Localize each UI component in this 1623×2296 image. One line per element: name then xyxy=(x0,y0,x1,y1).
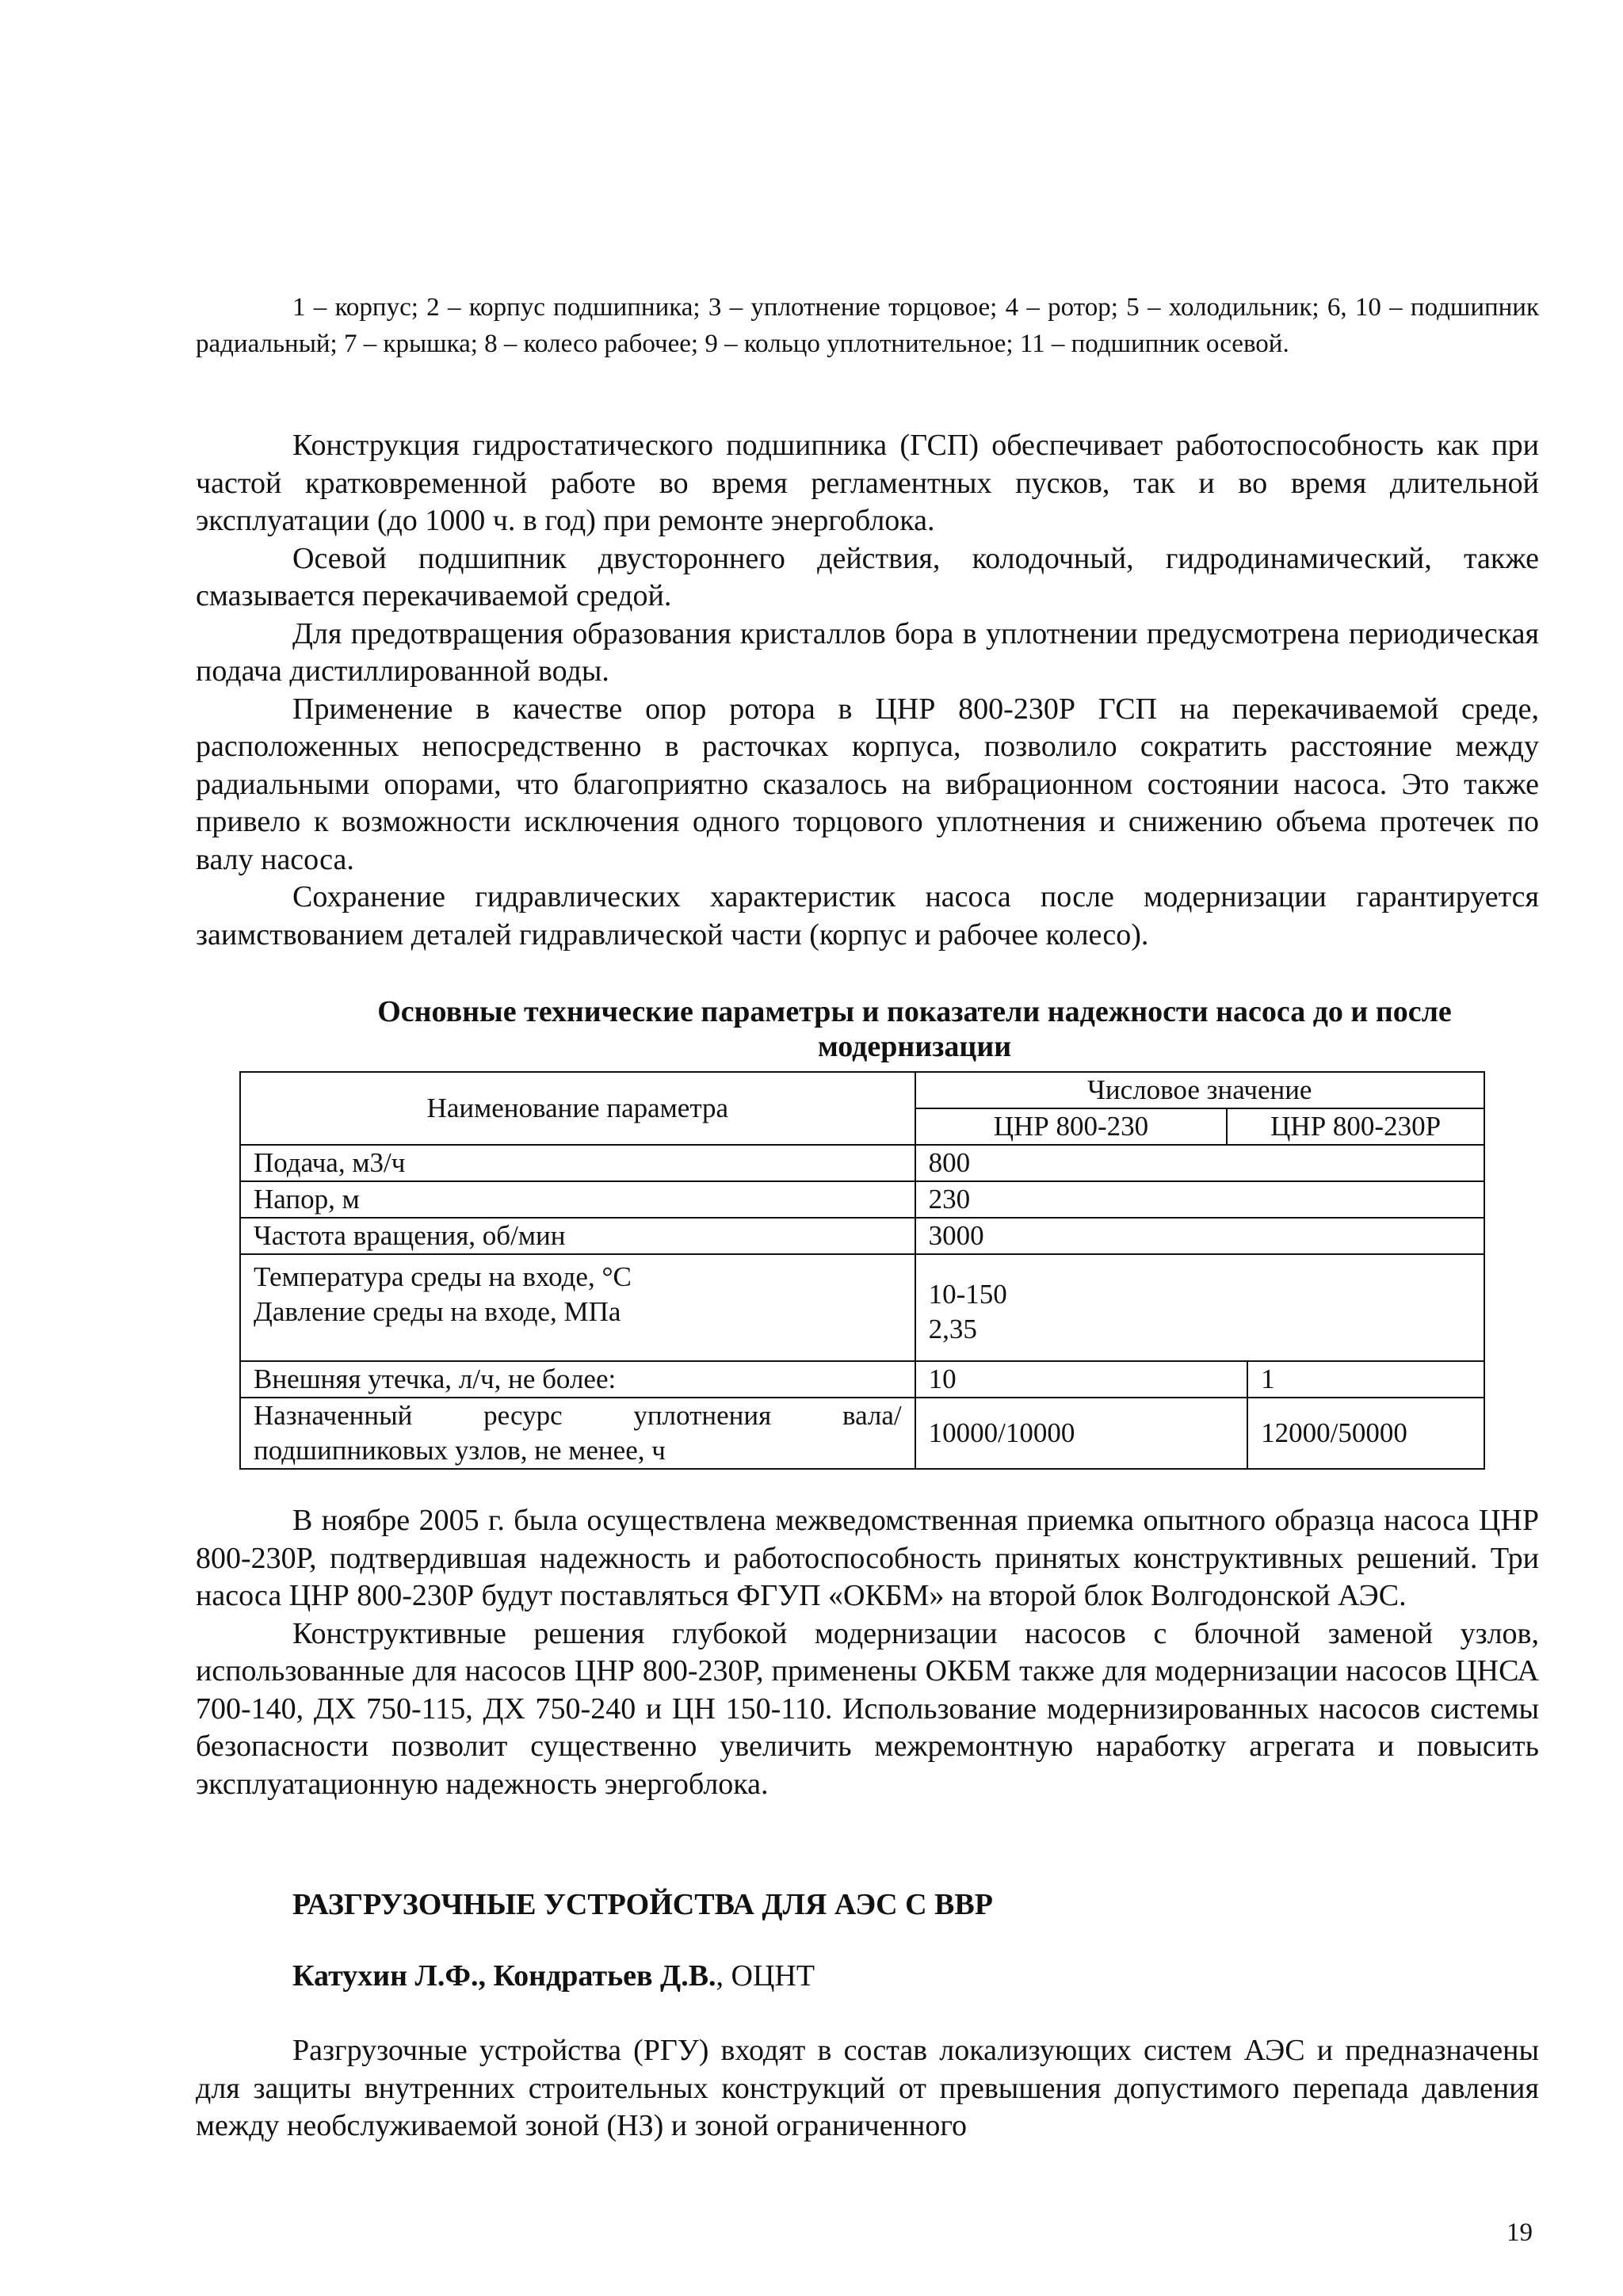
table-header-row xyxy=(240,1072,1484,1108)
param-cell: Частота вращения, об/мин xyxy=(240,1218,915,1254)
paragraph: Разгрузочные устройства (РГУ) входят в состав локализующих систем АЭС и предназначены для защиты внутренних строительных конструкций от превышения допустимого перепада давления между необслуживаемой зоной (НЗ) и зоной ограниченного xyxy=(196,2034,1539,2142)
body-text-3 xyxy=(196,2032,1539,2145)
header-col1-cell: ЦНР 800-230 xyxy=(915,1108,1228,1145)
header-col2-cell: ЦНР 800-230Р xyxy=(1227,1108,1484,1145)
param-cell: Напор, м xyxy=(240,1181,915,1218)
temperature-value: 10-150 xyxy=(928,1278,1007,1310)
value-cell: 1 xyxy=(1247,1361,1484,1398)
temperature-param: Температура среды на входе, °С xyxy=(254,1261,632,1292)
authors-names: Катухин Л.Ф., Кондратьев Д.В. xyxy=(292,1959,716,1993)
header-param-cell: Наименование параметра xyxy=(240,1072,915,1145)
table-row xyxy=(240,1398,1484,1469)
table-row xyxy=(240,1145,1484,1181)
table-title: Основные технические параметры и показатели надежности насоса до и после модернизации xyxy=(377,995,1452,1063)
value-cell xyxy=(915,1254,1484,1361)
pressure-value: 2,35 xyxy=(928,1313,977,1344)
value-cell: 10000/10000 xyxy=(915,1398,1248,1469)
paragraph: Осевой подшипник двустороннего действия, колодочный, гидродинамический, также смазывается перекачиваемой средой. xyxy=(196,541,1539,612)
param-cell: Назначенный ресурс уплотнения вала/ подшипниковых узлов, не менее, ч xyxy=(240,1398,915,1469)
value-cell: 3000 xyxy=(915,1218,1484,1254)
table-row xyxy=(240,1181,1484,1218)
paragraph: Конструкция гидростатического подшипника (ГСП) обеспечивает работоспособность как при частой кратковременной работе во время регламентных пусков, так и во время длительной эксплуатации (до 1000 ч. в год) при ремонте энергоблока. xyxy=(196,429,1539,537)
value-cell: 800 xyxy=(915,1145,1484,1181)
value-cell: 230 xyxy=(915,1181,1484,1218)
paragraph: Для предотвращения образования кристаллов бора в уплотнении предусмотрена периодическая подача дистиллированной воды. xyxy=(196,616,1539,688)
paragraph: Сохранение гидравлических характеристик насоса после модернизации гарантируется заимствованием деталей гидравлической части (корпус и рабочее колесо). xyxy=(196,880,1539,952)
parameters-table xyxy=(239,1071,1485,1470)
table-row xyxy=(240,1361,1484,1398)
param-cell xyxy=(240,1254,915,1361)
value-cell: 10 xyxy=(915,1361,1248,1398)
paragraph: Применение в качестве опор ротора в ЦНР 800-230Р ГСП на перекачиваемой среде, расположенных непосредственно в расточках корпуса, позволило сократить расстояние между радиальными опорами, что благоприятно сказалось на вибрационном состоянии насоса. Это также привело к возможности исключения одного торцового уплотнения и снижению объема протечек по валу насоса. xyxy=(196,692,1539,876)
section-title: РАЗГРУЗОЧНЫЕ УСТРОЙСТВА ДЛЯ АЭС С ВВР xyxy=(292,1888,993,1921)
figure-caption: 1 – корпус; 2 – корпус подшипника; 3 – уплотнение торцовое; 4 – ротор; 5 – холодильник; 6, 10 – подшипник радиальный; 7 – крышка; 8 – колесо рабочее; 9 – кольцо уплотнительное; 11 – подшипник осевой. xyxy=(196,293,1539,358)
table-row xyxy=(240,1254,1484,1361)
body-text-1 xyxy=(196,427,1539,954)
header-value-cell: Числовое значение xyxy=(915,1072,1484,1108)
paragraph: Конструктивные решения глубокой модернизации насосов с блочной заменой узлов, использованные для насосов ЦНР 800-230Р, применены ОКБМ также для модернизации насосов ЦНСА 700-140, ДХ 750-115, ДХ 750-240 и ЦН 150-110. Использование модернизированных насосов системы безопасности позволит существенно увеличить межремонтную наработку агрегата и повысить эксплуатационную надежность энергоблока. xyxy=(196,1616,1539,1801)
body-text-2 xyxy=(196,1502,1539,1803)
param-cell: Внешняя утечка, л/ч, не более: xyxy=(240,1361,915,1398)
pressure-param: Давление среды на входе, МПа xyxy=(254,1296,621,1327)
table-row xyxy=(240,1218,1484,1254)
authors-affiliation: , ОЦНТ xyxy=(716,1959,815,1993)
page-number: 19 xyxy=(1507,2218,1533,2247)
paragraph: В ноябре 2005 г. была осуществлена межведомственная приемка опытного образца насоса ЦНР 800-230Р, подтвердившая надежность и работоспособность принятых конструктивных решений. Три насоса ЦНР 800-230Р будут поставляться ФГУП «ОКБМ» на второй блок Волгодонской АЭС. xyxy=(196,1504,1539,1612)
authors-line xyxy=(292,1957,815,1995)
value-cell: 12000/50000 xyxy=(1247,1398,1484,1469)
param-cell: Подача, м3/ч xyxy=(240,1145,915,1181)
